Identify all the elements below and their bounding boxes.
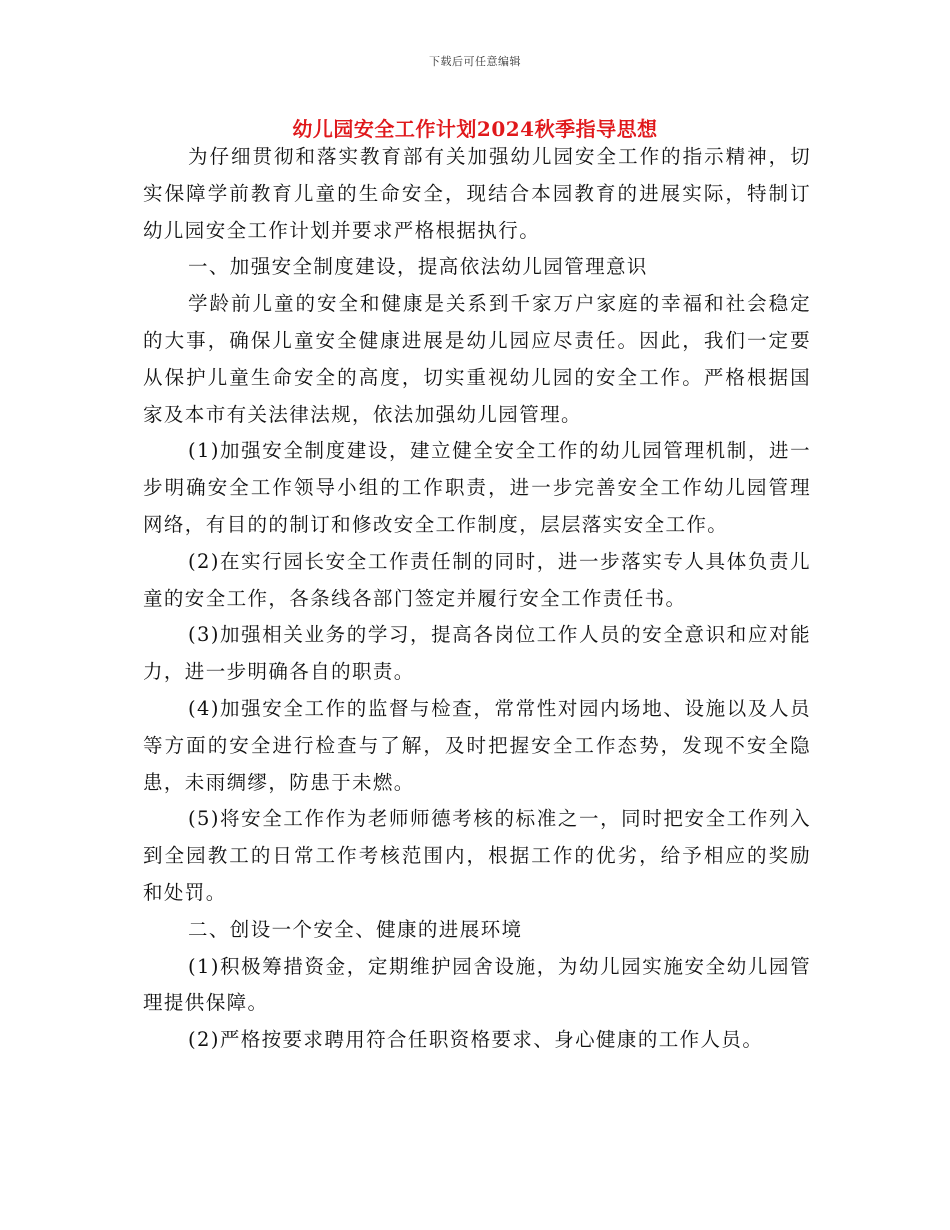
header-note: 下载后可任意编辑 xyxy=(429,55,521,68)
section-heading-1: 一、加强安全制度建设，提高依法幼儿园管理意识 xyxy=(188,255,648,279)
list-item: (4)加强安全工作的监督与检查，常常性对园内场地、设施以及人员等方面的安全进行检查与了解，及时把握安全工作态势，发现不安全隐患，未雨绸缪，防患于未燃。 xyxy=(143,696,811,794)
list-item: (2)在实行园长安全工作责任制的同时，进一步落实专人具体负责儿童的安全工作，各条线各部门签定并履行安全工作责任书。 xyxy=(143,549,811,610)
list-item: (3)加强相关业务的学习，提高各岗位工作人员的安全意识和应对能力，进一步明确各自的职责。 xyxy=(143,623,811,684)
list-item: (5)将安全工作作为老师师德考核的标准之一，同时把安全工作列入到全园教工的日常工作考核范围内，根据工作的优劣，给予相应的奖励和处罚。 xyxy=(143,807,811,904)
document-title: 幼儿园安全工作计划2024秋季指导思想 xyxy=(292,117,658,141)
section-heading-2: 二、创设一个安全、健康的进展环境 xyxy=(188,917,523,941)
document-body xyxy=(143,139,811,1059)
list-item: (2)严格按要求聘用符合任职资格要求、身心健康的工作人员。 xyxy=(188,1028,764,1052)
paragraph-intro: 为仔细贯彻和落实教育部有关加强幼儿园安全工作的指示精神，切实保障学前教育儿童的生命安全，现结合本园教育的进展实际，特制订幼儿园安全工作计划并要求严格根据执行。 xyxy=(143,145,811,242)
list-item: (1)积极筹措资金，定期维护园舍设施，为幼儿园实施安全幼儿园管理提供保障。 xyxy=(143,954,811,1015)
list-item: (1)加强安全制度建设，建立健全安全工作的幼儿园管理机制，进一步明确安全工作领导小组的工作职责，进一步完善安全工作幼儿园管理网络，有目的的制订和修改安全工作制度，层层落实安全工作。 xyxy=(143,439,811,536)
paragraph: 学龄前儿童的安全和健康是关系到千家万户家庭的幸福和社会稳定的大事，确保儿童安全健康进展是幼儿园应尽责任。因此，我们一定要从保护儿童生命安全的高度，切实重视幼儿园的安全工作。严格根据国家及本市有关法律法规，依法加强幼儿园管理。 xyxy=(143,292,811,426)
